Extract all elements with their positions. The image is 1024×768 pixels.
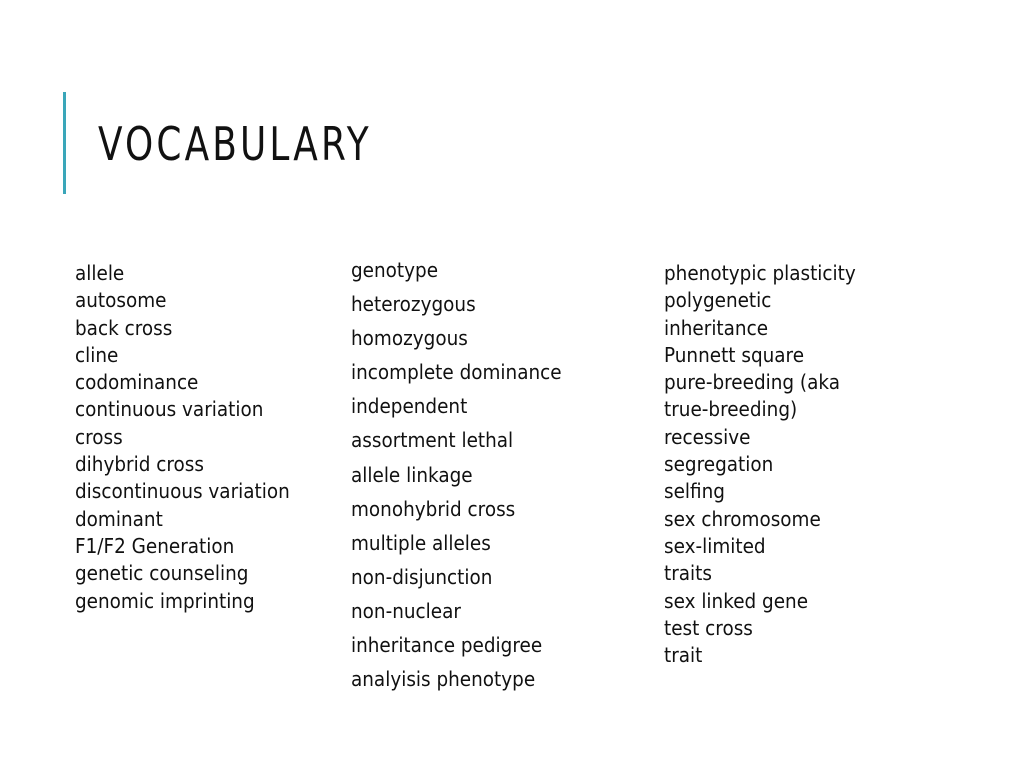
vocabulary-term: cross xyxy=(75,424,123,449)
vocabulary-term: trait xyxy=(664,643,703,668)
vocabulary-term: non-nuclear xyxy=(351,598,461,623)
vocabulary-term: codominance xyxy=(75,370,199,395)
vocabulary-term: monohybrid cross xyxy=(351,496,516,521)
vocabulary-term: multiple alleles xyxy=(351,530,491,555)
vocabulary-term: phenotypic plasticity xyxy=(664,261,856,285)
vocabulary-column-1 xyxy=(75,260,290,615)
vocabulary-term: true-breeding) xyxy=(664,397,798,422)
vocabulary-term: dominant xyxy=(75,506,163,531)
vocabulary-term: continuous variation xyxy=(75,397,264,422)
vocabulary-term: discontinuous variation xyxy=(75,479,290,504)
vocabulary-term: sex chromosome xyxy=(664,506,821,531)
vocabulary-column-3 xyxy=(664,260,856,669)
vocabulary-term: assortment lethal xyxy=(351,428,514,453)
vocabulary-term: segregation xyxy=(664,452,774,477)
vocabulary-term: back cross xyxy=(75,315,173,340)
vocabulary-term: genotype xyxy=(351,258,439,282)
vocabulary-term: Punnett square xyxy=(664,342,805,367)
vocabulary-term: inheritance pedigree xyxy=(351,633,543,658)
vocabulary-term: genetic counseling xyxy=(75,561,249,586)
slide-title: VOCABULARY xyxy=(98,117,372,171)
vocabulary-term: homozygous xyxy=(351,326,468,351)
vocabulary-term: pure-breeding (aka xyxy=(664,370,840,395)
vocabulary-term: dihybrid cross xyxy=(75,452,204,477)
vocabulary-term: autosome xyxy=(75,288,167,313)
vocabulary-term: incomplete dominance xyxy=(351,360,562,385)
vocabulary-term: non-disjunction xyxy=(351,564,493,589)
vocabulary-term: heterozygous xyxy=(351,292,476,317)
vocabulary-term: F1/F2 Generation xyxy=(75,533,235,558)
vocabulary-term: sex linked gene xyxy=(664,588,809,613)
vocabulary-term: cline xyxy=(75,342,119,367)
vocabulary-term: traits xyxy=(664,561,712,586)
vocabulary-term: polygenetic xyxy=(664,288,772,313)
vocabulary-term: allele linkage xyxy=(351,462,473,487)
vocabulary-term: inheritance xyxy=(664,315,769,340)
vocabulary-term: selfing xyxy=(664,479,725,504)
vocabulary-term: recessive xyxy=(664,424,751,449)
vocabulary-term: allele xyxy=(75,261,125,285)
vocabulary-column-2 xyxy=(351,253,562,696)
vocabulary-term: genomic imprinting xyxy=(75,588,255,613)
title-accent-bar xyxy=(63,92,66,194)
vocabulary-term: analyisis phenotype xyxy=(351,667,536,692)
vocabulary-term: test cross xyxy=(664,615,753,640)
vocabulary-term: independent xyxy=(351,394,468,419)
vocabulary-term: sex-limited xyxy=(664,533,766,558)
